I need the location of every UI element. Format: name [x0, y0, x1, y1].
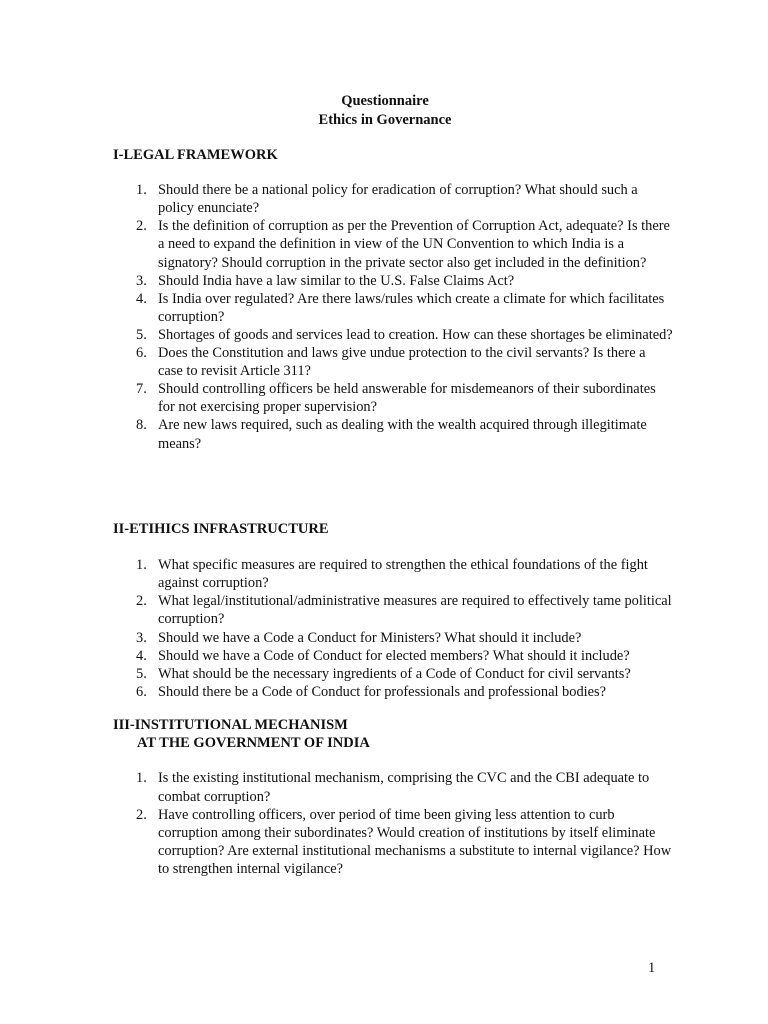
list-item [113, 326, 673, 344]
question-text: Is India over regulated? Are there laws/rules which create a climate for which facilitates corruption? [158, 290, 665, 325]
list-item [113, 665, 673, 683]
question-text: Is the definition of corruption as per the Prevention of Corruption Act, adequate? Is there a need to expand the definition in view of the UN Convention to which India is a signatory? Should corruption in the private sector also get included in the definition? [158, 218, 670, 271]
item-number: 3. [136, 272, 147, 289]
item-number: 6. [136, 683, 147, 700]
section-legal-framework [113, 146, 673, 453]
title-block [0, 92, 768, 129]
list-item [113, 416, 673, 452]
question-text: Should we have a Code a Conduct for Ministers? What should it include? [158, 629, 582, 646]
question-list [113, 556, 673, 701]
list-item [113, 629, 673, 647]
list-item [113, 769, 673, 805]
list-item [113, 290, 673, 326]
item-number: 5. [136, 665, 147, 682]
question-text: What should be the necessary ingredients of a Code of Conduct for civil servants? [158, 665, 631, 682]
section-heading [113, 716, 673, 752]
item-number: 4. [136, 647, 147, 664]
question-list [113, 181, 673, 452]
item-number: 6. [136, 345, 147, 362]
section-institutional-mechanism [113, 716, 673, 878]
item-number: 2. [136, 593, 147, 610]
question-text: Should we have a Code of Conduct for elected members? What should it include? [158, 647, 630, 664]
list-item [113, 556, 673, 592]
document-title: Questionnaire [341, 93, 429, 109]
item-number: 1. [136, 770, 147, 787]
list-item [113, 683, 673, 701]
question-text: Shortages of goods and services lead to creation. How can these shortages be eliminated? [158, 326, 673, 343]
list-item [113, 217, 673, 271]
item-number: 3. [136, 629, 147, 646]
item-number: 8. [136, 417, 147, 434]
item-number: 7. [136, 381, 147, 398]
item-number: 2. [136, 806, 147, 823]
list-item [113, 380, 673, 416]
list-item [113, 592, 673, 628]
item-number: 4. [136, 290, 147, 307]
section-heading: II-ETIHICS INFRASTRUCTURE [113, 521, 329, 537]
list-item [113, 272, 673, 290]
section-heading-sub: AT THE GOVERNMENT OF INDIA [137, 735, 370, 752]
list-item [113, 806, 673, 878]
list-item [113, 344, 673, 380]
question-list [113, 769, 673, 878]
question-text: Is the existing institutional mechanism, comprising the CVC and the CBI adequate to combat corruption? [158, 770, 650, 805]
document-subtitle: Ethics in Governance [318, 111, 452, 128]
section-heading: I-LEGAL FRAMEWORK [113, 147, 278, 163]
question-text: Should there be a Code of Conduct for professionals and professional bodies? [158, 683, 607, 700]
question-text: Should controlling officers be held answerable for misdemeanors of their subordinates for not exercising proper supervision? [158, 381, 656, 416]
question-text: Should India have a law similar to the U.S. False Claims Act? [158, 272, 515, 289]
list-item [113, 647, 673, 665]
question-text: What legal/institutional/administrative measures are required to effectively tame political corruption? [158, 593, 672, 628]
item-number: 1. [136, 557, 147, 574]
question-text: Have controlling officers, over period of time been giving less attention to curb corruption among their subordinates? Would creation of institutions by itself eliminate corruption? Are external institutional mechanisms a substitute to internal vigilance? How to strengthen internal vigilance? [158, 806, 672, 877]
list-item [113, 181, 673, 217]
item-number: 5. [136, 326, 147, 343]
question-text: What specific measures are required to strengthen the ethical foundations of the fight against corruption? [158, 557, 648, 592]
question-text: Are new laws required, such as dealing with the wealth acquired through illegitimate means? [158, 417, 647, 452]
item-number: 2. [136, 218, 147, 235]
page-number: 1 [648, 960, 656, 976]
question-text: Does the Constitution and laws give undue protection to the civil servants? Is there a case to revisit Article 311? [158, 345, 646, 380]
question-text: Should there be a national policy for eradication of corruption? What should such a policy enunciate? [158, 182, 638, 217]
section-heading-main: III-INSTITUTIONAL MECHANISM [113, 717, 348, 733]
item-number: 1. [136, 182, 147, 199]
section-ethics-infrastructure [113, 520, 673, 701]
